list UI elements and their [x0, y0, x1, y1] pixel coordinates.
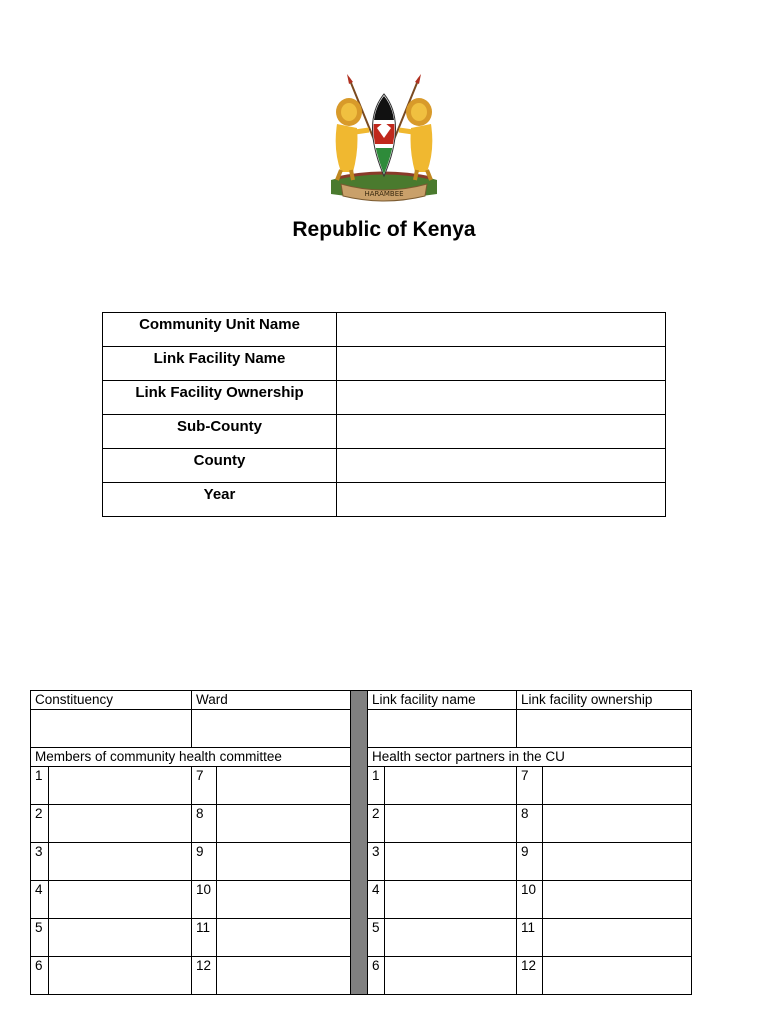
svg-text:HARAMBEE: HARAMBEE: [364, 190, 404, 198]
partner-name-cell[interactable]: [543, 767, 692, 805]
committee-member-number: 11: [192, 919, 217, 957]
committee-member-name-cell[interactable]: [217, 805, 351, 843]
committee-member-number: 10: [192, 881, 217, 919]
kenya-coat-of-arms-emblem: [319, 72, 449, 204]
committee-member-name-cell[interactable]: [217, 957, 351, 995]
committee-member-name-cell[interactable]: [49, 919, 192, 957]
committee-member-number: 5: [31, 919, 49, 957]
community-unit-info-table: [102, 312, 666, 517]
committee-member-number: 2: [31, 805, 49, 843]
link-facility-ownership-value[interactable]: [517, 710, 692, 748]
health-partners-title: Health sector partners in the CU: [368, 748, 692, 767]
committee-member-number: 7: [192, 767, 217, 805]
info-row-value[interactable]: [337, 347, 666, 381]
partner-name-cell[interactable]: [543, 957, 692, 995]
info-row-value[interactable]: [337, 483, 666, 517]
committee-member-number: 4: [31, 881, 49, 919]
partner-number: 9: [517, 843, 543, 881]
committee-member-number: 9: [192, 843, 217, 881]
committee-member-number: 1: [31, 767, 49, 805]
partner-name-cell[interactable]: [385, 767, 517, 805]
committee-member-name-cell[interactable]: [49, 957, 192, 995]
info-row: [103, 313, 666, 347]
partner-name-cell[interactable]: [543, 881, 692, 919]
committee-member-name-cell[interactable]: [217, 919, 351, 957]
partner-name-cell[interactable]: [543, 805, 692, 843]
partner-number: 5: [368, 919, 385, 957]
partner-name-cell[interactable]: [385, 843, 517, 881]
committee-member-number: 3: [31, 843, 49, 881]
community-unit-details-grid: [30, 690, 692, 995]
info-row-label: Sub-County: [103, 415, 337, 449]
committee-member-name-cell[interactable]: [217, 843, 351, 881]
partner-name-cell[interactable]: [385, 805, 517, 843]
page-title: Republic of Kenya: [292, 218, 476, 241]
partner-name-cell[interactable]: [543, 919, 692, 957]
info-row: [103, 449, 666, 483]
constituency-value[interactable]: [31, 710, 192, 748]
partner-number: 10: [517, 881, 543, 919]
committee-member-name-cell[interactable]: [217, 881, 351, 919]
info-row-label: Year: [103, 483, 337, 517]
committee-member-name-cell[interactable]: [49, 843, 192, 881]
info-row-label: Community Unit Name: [103, 313, 337, 347]
committee-member-number: 12: [192, 957, 217, 995]
info-row-value[interactable]: [337, 449, 666, 483]
info-row-value[interactable]: [337, 313, 666, 347]
committee-member-name-cell[interactable]: [49, 881, 192, 919]
partner-number: 6: [368, 957, 385, 995]
info-row: [103, 415, 666, 449]
info-row: [103, 381, 666, 415]
partner-number: 12: [517, 957, 543, 995]
constituency-header: Constituency: [31, 691, 192, 710]
info-row-label: County: [103, 449, 337, 483]
partner-name-cell[interactable]: [385, 881, 517, 919]
info-row-label: Link Facility Ownership: [103, 381, 337, 415]
committee-member-name-cell[interactable]: [49, 805, 192, 843]
link-facility-name-header: Link facility name: [368, 691, 517, 710]
committee-member-name-cell[interactable]: [49, 767, 192, 805]
partner-number: 11: [517, 919, 543, 957]
partner-name-cell[interactable]: [543, 843, 692, 881]
partner-name-cell[interactable]: [385, 957, 517, 995]
committee-member-name-cell[interactable]: [217, 767, 351, 805]
column-separator: [351, 691, 368, 995]
partner-number: 8: [517, 805, 543, 843]
link-facility-name-value[interactable]: [368, 710, 517, 748]
partner-number: 1: [368, 767, 385, 805]
partner-number: 2: [368, 805, 385, 843]
info-row: [103, 347, 666, 381]
link-facility-ownership-header: Link facility ownership: [517, 691, 692, 710]
partner-name-cell[interactable]: [385, 919, 517, 957]
info-row-value[interactable]: [337, 415, 666, 449]
info-row-value[interactable]: [337, 381, 666, 415]
info-row-label: Link Facility Name: [103, 347, 337, 381]
ward-value[interactable]: [192, 710, 351, 748]
partner-number: 7: [517, 767, 543, 805]
info-row: [103, 483, 666, 517]
committee-members-title: Members of community health committee: [31, 748, 351, 767]
ward-header: Ward: [192, 691, 351, 710]
partner-number: 4: [368, 881, 385, 919]
committee-member-number: 6: [31, 957, 49, 995]
partner-number: 3: [368, 843, 385, 881]
committee-member-number: 8: [192, 805, 217, 843]
